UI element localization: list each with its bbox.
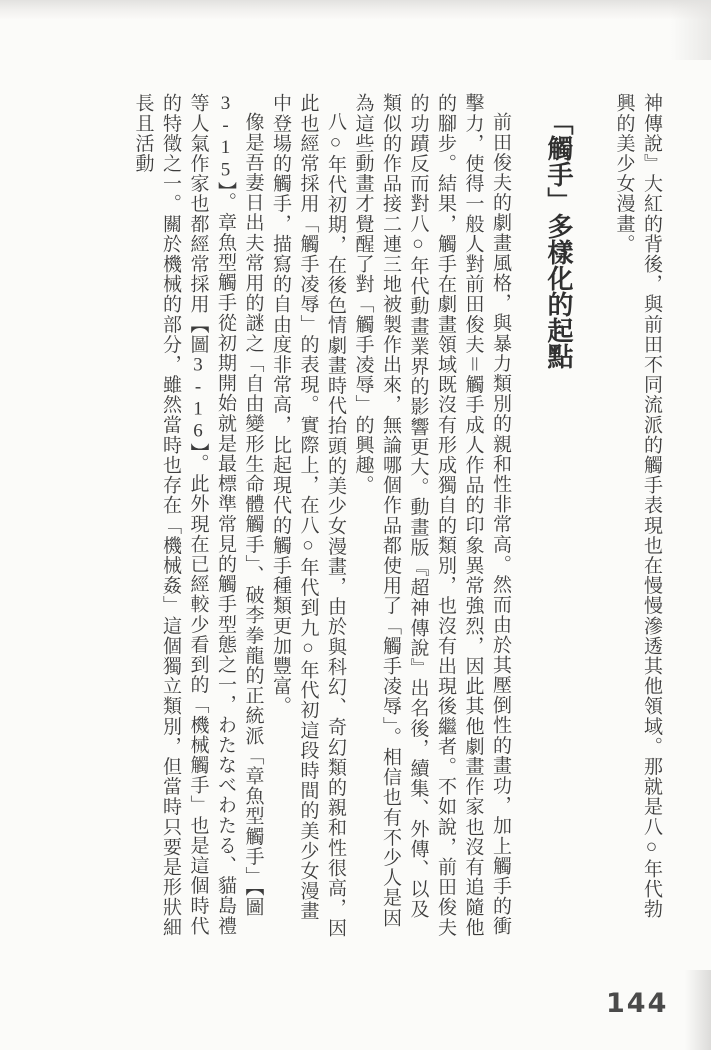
page-number: 144 (606, 988, 669, 1019)
vertical-text-flow (129, 93, 665, 939)
section-heading: 「觸手」多樣化的起點 (544, 109, 573, 369)
paragraph-2: 八○年代初期，在後色情劇畫時代抬頭的美少女漫畫，由於與科幻、奇幻類的親和性很高，因此也經常採用「觸手凌辱」的表現。實際上，在八○年代到九○年代初這段時間的美少女漫畫中登場的觸手，描寫的自由度非常高，比起現代的觸手種類更加豐富。 (270, 93, 346, 939)
paragraph-3: 像是吾妻日出夫常用的謎之「自由變形生命體觸手」、破李拳龍的正統派「章魚型觸手」【圖3-15】。章魚型觸手從初期開始就是最標準常見的觸手型態之一，わたなべわたる、貓島禮等人氣作家也都經常採用【圖3-16】。此外現在已經較少看到的「機械觸手」也是這個時代的特徵之一。關於機械的部分，雖然當時也存在「機械姦」這個獨立類別，但當時只要是形狀細長且活動 (132, 93, 264, 938)
scan-edge-bottom-right (685, 970, 711, 1050)
scan-edge-top (0, 0, 711, 20)
scan-edge-top-right (671, 0, 711, 60)
paragraph-continuation: 神傳說』大紅的背後，與前田不同流派的觸手表現也在慢慢滲透其他領域。那就是八○年代勃興的美少女漫畫。 (613, 93, 662, 920)
paragraph-1: 前田俊夫的劇畫風格，與暴力類別的親和性非常高。然而由於其壓倒性的畫功，加上觸手的衝擊力，使得一般人對前田俊夫＝觸手成人作品的印象異常強烈，因此其他劇畫作家也沒有追隨他的腳步。結果，觸手在劇畫領域既沒有形成獨自的類別，也沒有出現後繼者。不如說，前田俊夫的功蹟反而對八○年代動畫業界的影響更大。動畫版『超神傳說』出名後，續集、外傳、以及類似的作品接二連三地被製作出來，無論哪個作品都使用了「觸手凌辱」。相信也有不少人是因為這些動畫才覺醒了對「觸手凌辱」的興趣。 (352, 93, 511, 938)
